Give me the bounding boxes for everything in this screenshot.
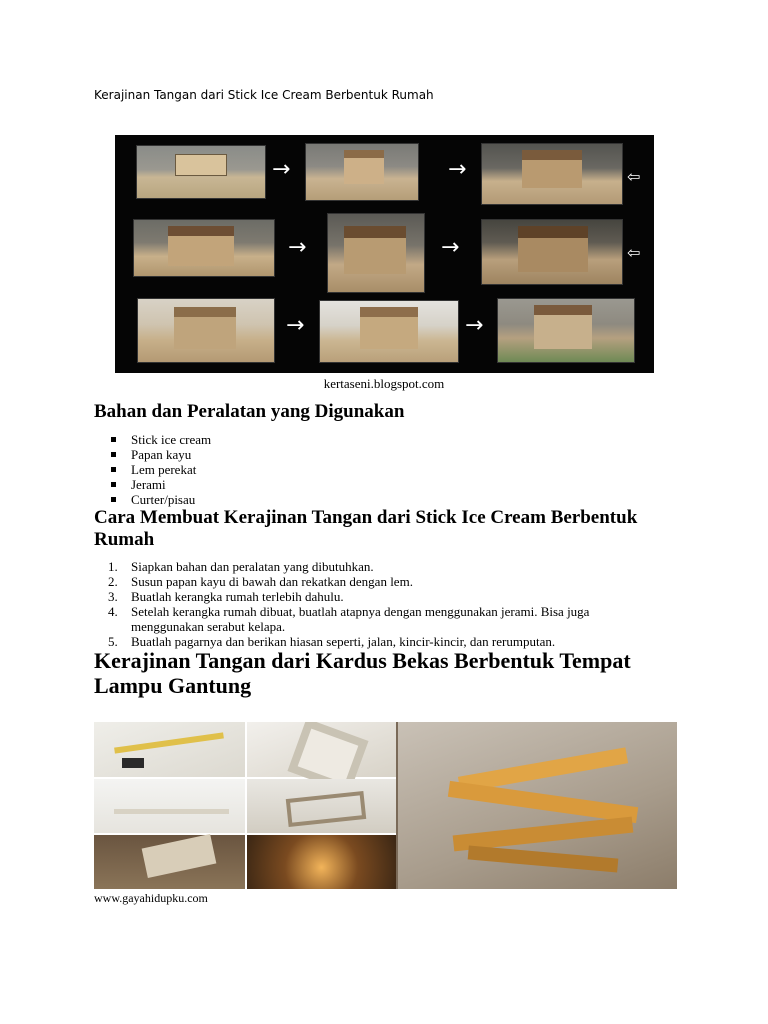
list-item: Papan kayu xyxy=(94,447,211,462)
list-item xyxy=(94,574,654,589)
return-arrow-icon: ⇦ xyxy=(627,167,641,186)
step-number: 4. xyxy=(108,604,118,619)
right-arrow-icon: → xyxy=(448,157,467,182)
list-item xyxy=(94,559,654,574)
collage-photo-base xyxy=(94,835,247,889)
step-number: 2. xyxy=(108,574,118,589)
figure1-caption: kertaseni.blogspot.com xyxy=(323,376,445,391)
steps-list xyxy=(94,559,654,649)
step-text: Siapkan bahan dan peralatan yang dibutuhkan. xyxy=(131,559,374,574)
right-arrow-icon: → xyxy=(465,313,484,338)
figure2-caption: www.gayahidupku.com xyxy=(94,891,208,905)
step-photo-6 xyxy=(481,219,623,285)
list-item: Jerami xyxy=(94,477,211,492)
right-arrow-icon: → xyxy=(441,235,460,260)
collage-photo-pentagon xyxy=(247,722,396,779)
list-item xyxy=(94,589,654,604)
collage-photo-frame xyxy=(247,779,396,835)
step-photo-9 xyxy=(497,298,635,363)
list-item xyxy=(94,634,654,649)
step-number: 3. xyxy=(108,589,118,604)
step-photo-1 xyxy=(136,145,266,199)
list-item: Curter/pisau xyxy=(94,492,211,507)
section2-heading: Kerajinan Tangan dari Kardus Bekas Berbentuk Tempat Lampu Gantung xyxy=(94,648,631,698)
step-text: Setelah kerangka rumah dibuat, buatlah atapnya dengan menggunakan jerami. Bisa juga menggunakan serabut kelapa. xyxy=(131,604,590,634)
step-photo-7 xyxy=(137,298,275,363)
return-arrow-icon: ⇦ xyxy=(627,243,641,262)
howto-heading: Cara Membuat Kerajinan Tangan dari Stick Ice Cream Berbentuk Rumah xyxy=(94,507,638,550)
step-text: Buatlah pagarnya dan berikan hiasan seperti, jalan, kincir-kincir, dan rerumputan. xyxy=(131,634,556,649)
right-arrow-icon: → xyxy=(288,235,307,260)
materials-heading: Bahan dan Peralatan yang Digunakan xyxy=(94,401,405,422)
step-photo-4 xyxy=(133,219,275,277)
collage-photo-lamp-closeup xyxy=(398,722,677,889)
step-text: Buatlah kerangka rumah terlebih dahulu. xyxy=(131,589,344,604)
lamp-collage-figure xyxy=(94,722,677,889)
step-photo-2 xyxy=(305,143,419,201)
collage-photo-materials xyxy=(94,722,247,779)
materials-list xyxy=(94,432,211,507)
house-steps-figure xyxy=(115,135,654,373)
step-text: Susun papan kayu di bawah dan rekatkan dengan lem. xyxy=(131,574,413,589)
collage-photo-lit-lamp xyxy=(247,835,396,889)
right-arrow-icon: → xyxy=(272,157,291,182)
step-photo-3 xyxy=(481,143,623,205)
right-arrow-icon: → xyxy=(286,313,305,338)
step-photo-8 xyxy=(319,300,459,363)
list-item: Stick ice cream xyxy=(94,432,211,447)
list-item: Lem perekat xyxy=(94,462,211,477)
document-title: Kerajinan Tangan dari Stick Ice Cream Berbentuk Rumah xyxy=(94,88,434,102)
step-number: 5. xyxy=(108,634,118,649)
list-item xyxy=(94,604,654,634)
step-photo-5 xyxy=(327,213,425,293)
step-number: 1. xyxy=(108,559,118,574)
collage-photo-strips xyxy=(94,779,247,835)
